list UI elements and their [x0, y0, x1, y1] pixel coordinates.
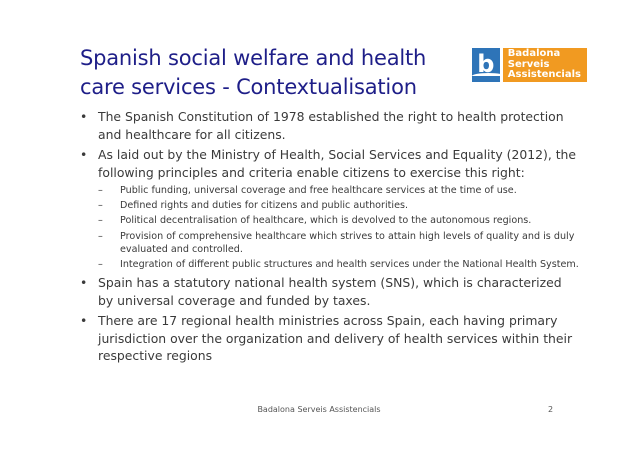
logo-swoosh-icon — [472, 73, 500, 79]
sub-bullet-item — [80, 214, 580, 227]
sub-bullet-item — [80, 199, 580, 212]
logo-line-3: Assistencials — [507, 69, 581, 81]
dash-icon: – — [98, 230, 103, 242]
sub-bullet-item — [80, 184, 580, 197]
sub-bullet-item — [80, 230, 580, 256]
bullet-text: As laid out by the Ministry of Health, Social Services and Equality (2012), the following principles and criteria enable citizens to exercise this right: — [98, 147, 577, 180]
bullet-icon: • — [80, 147, 88, 162]
bullet-icon: • — [80, 313, 88, 329]
slide-body — [80, 108, 580, 368]
slide-title: Spanish social welfare and health care services - Contextualisation — [80, 46, 427, 99]
bullet-item — [80, 146, 580, 181]
bullet-item — [80, 108, 580, 143]
dash-icon: – — [98, 200, 103, 212]
dash-icon: – — [98, 185, 103, 196]
bullet-icon: • — [80, 275, 88, 291]
bullet-icon: • — [80, 109, 88, 124]
sub-bullet-text: Public funding, universal coverage and free healthcare services at the time of use. — [120, 185, 517, 196]
sub-bullet-text: Provision of comprehensive healthcare which strives to attain high levels of quality and is duly evaluated and controlled. — [120, 230, 575, 255]
logo-line-1: Badalona — [507, 48, 561, 60]
bullet-item — [80, 312, 580, 365]
sub-bullet-text: Political decentralisation of healthcare, which is devolved to the autonomous regions. — [120, 215, 532, 227]
bullet-item — [80, 274, 580, 309]
bullet-text: There are 17 regional health ministries across Spain, each having primary jurisdiction over the organization and delivery of health services within their respective regions — [98, 313, 573, 364]
sub-bullet-text: Defined rights and duties for citizens and public authorities. — [120, 200, 409, 212]
bullet-text: The Spanish Constitution of 1978 established the right to health protection and healthcare for all citizens. — [98, 109, 564, 142]
sub-bullet-list — [80, 184, 580, 271]
logo-wordmark — [503, 48, 587, 82]
footer-organization: Badalona Serveis Assistencials — [257, 405, 381, 414]
dash-icon: – — [98, 215, 103, 227]
sub-bullet-item — [80, 258, 580, 271]
page-number: 2 — [548, 405, 554, 414]
logo-mark — [472, 48, 500, 82]
sub-bullet-text: Integration of different public structures and health services under the National Health System. — [120, 259, 579, 271]
company-logo — [472, 47, 587, 83]
logo-line-2: Serveis — [507, 58, 550, 70]
bullet-text: Spain has a statutory national health system (SNS), which is characterized by universal coverage and funded by taxes. — [98, 275, 562, 308]
logo-letter: b — [477, 50, 495, 78]
dash-icon: – — [98, 259, 103, 271]
